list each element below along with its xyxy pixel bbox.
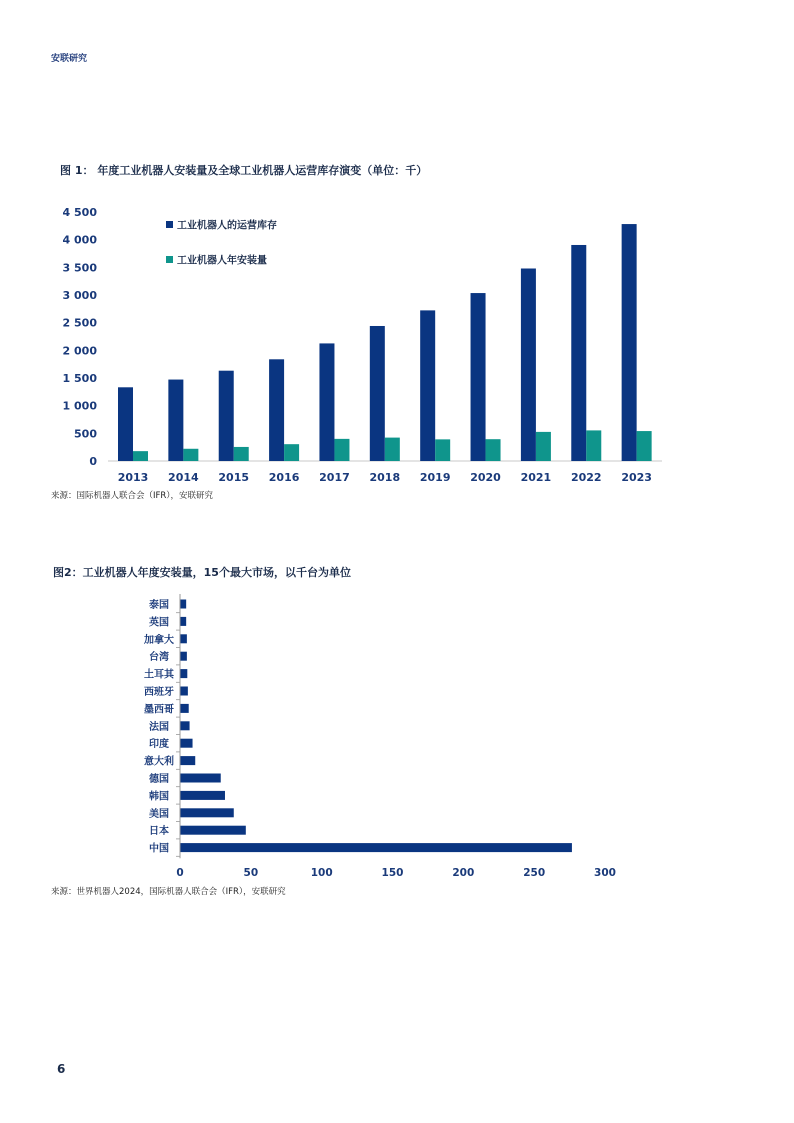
- bar-installations: [181, 687, 188, 696]
- bar-operational-stock: [118, 387, 133, 461]
- y-tick-label: 0: [89, 455, 97, 468]
- bar-annual-installations: [536, 432, 551, 461]
- bar-installations: [181, 634, 187, 643]
- x-tick-label: 150: [381, 867, 404, 879]
- bar-installations: [181, 652, 187, 661]
- bar-operational-stock: [521, 268, 536, 461]
- header-brand: 安联研究: [51, 54, 88, 64]
- category-label: 印度: [149, 739, 169, 751]
- category-label: 西班牙: [144, 687, 174, 698]
- figure1-source: 来源：国际机器人联合会（IFR），安联研究: [51, 491, 214, 501]
- bar-operational-stock: [622, 224, 637, 461]
- bar-annual-installations: [334, 439, 349, 461]
- x-tick-label: 0: [176, 867, 184, 879]
- figure2-source: 来源：世界机器人2024，国际机器人联合会（IFR），安联研究: [51, 887, 286, 897]
- figure2-title: 图2：工业机器人年度安装量，15个最大市场，以千台为单位: [53, 566, 351, 579]
- x-tick-label: 2022: [570, 471, 602, 484]
- y-tick-label: 4 500: [62, 206, 97, 219]
- bar-installations: [181, 756, 196, 765]
- x-tick-label: 300: [594, 867, 616, 879]
- y-tick-label: 3 500: [62, 261, 97, 275]
- category-label: 中国: [149, 843, 169, 855]
- y-tick-label: 2 000: [62, 344, 97, 358]
- x-tick-label: 250: [523, 867, 546, 879]
- bar-operational-stock: [370, 326, 385, 461]
- bar-operational-stock: [168, 380, 183, 461]
- category-label: 韩国: [149, 791, 169, 803]
- bar-installations: [181, 721, 190, 730]
- x-tick-label: 2015: [218, 471, 250, 484]
- category-label: 加拿大: [144, 634, 174, 646]
- x-tick-label: 2014: [168, 471, 199, 484]
- bar-annual-installations: [486, 439, 501, 461]
- y-tick-label: 4 000: [62, 233, 97, 247]
- category-label: 台湾: [149, 652, 169, 664]
- bar-installations: [181, 826, 246, 835]
- bar-installations: [181, 617, 187, 626]
- category-label: 意大利: [144, 756, 174, 768]
- y-tick-label: 1 500: [62, 372, 97, 385]
- bar-operational-stock: [420, 310, 435, 461]
- page-number: 6: [57, 1062, 66, 1076]
- bar-operational-stock: [571, 245, 586, 461]
- bar-operational-stock: [471, 293, 486, 461]
- figure1-chart: [0, 190, 794, 510]
- figure2-chart: [0, 590, 794, 890]
- figure1-title: 图 1： 年度工业机器人安装量及全球工业机器人运营库存演变（单位：千）: [60, 164, 428, 177]
- bar-operational-stock: [269, 359, 284, 461]
- category-label: 美国: [149, 808, 169, 820]
- legend-label-stock: 工业机器人的运营库存: [177, 220, 277, 232]
- x-tick-label: 2018: [369, 471, 401, 484]
- category-label: 德国: [149, 774, 169, 785]
- bar-annual-installations: [586, 430, 601, 461]
- bar-installations: [181, 808, 234, 817]
- x-tick-label: 200: [452, 867, 475, 879]
- category-label: 土耳其: [144, 669, 174, 681]
- category-label: 法国: [149, 721, 169, 733]
- legend-swatch-stock: [166, 221, 173, 228]
- y-tick-label: 3 000: [62, 289, 97, 302]
- bar-operational-stock: [219, 371, 234, 461]
- category-label: 泰国: [149, 600, 169, 611]
- legend-label-installations: 工业机器人年安装量: [177, 255, 267, 267]
- bar-annual-installations: [284, 444, 299, 461]
- bar-annual-installations: [385, 438, 400, 461]
- y-tick-label: 1 000: [62, 399, 97, 413]
- bar-annual-installations: [435, 439, 450, 461]
- x-tick-label: 2021: [520, 471, 552, 484]
- bar-operational-stock: [319, 343, 334, 461]
- bar-installations: [181, 791, 225, 800]
- bar-annual-installations: [234, 447, 249, 461]
- bar-annual-installations: [183, 449, 198, 461]
- bar-installations: [181, 704, 189, 713]
- x-tick-label: 2023: [621, 471, 652, 484]
- legend-swatch-installations: [166, 256, 173, 263]
- category-label: 日本: [149, 826, 169, 838]
- bar-installations: [181, 774, 221, 783]
- category-label: 墨西哥: [144, 704, 174, 716]
- x-tick-label: 2019: [419, 471, 451, 484]
- bar-installations: [181, 600, 187, 609]
- x-tick-label: 100: [310, 867, 333, 879]
- x-tick-label: 50: [243, 867, 259, 879]
- x-tick-label: 2017: [319, 471, 350, 484]
- y-tick-label: 500: [74, 427, 97, 441]
- bar-installations: [181, 739, 193, 748]
- bar-annual-installations: [133, 451, 148, 461]
- x-tick-label: 2016: [268, 471, 300, 484]
- x-tick-label: 2013: [117, 471, 149, 484]
- y-tick-label: 2 500: [62, 316, 97, 330]
- bar-installations: [181, 843, 572, 852]
- category-label: 英国: [149, 617, 169, 629]
- bar-installations: [181, 669, 188, 678]
- bar-annual-installations: [637, 431, 652, 461]
- x-tick-label: 2020: [470, 471, 501, 484]
